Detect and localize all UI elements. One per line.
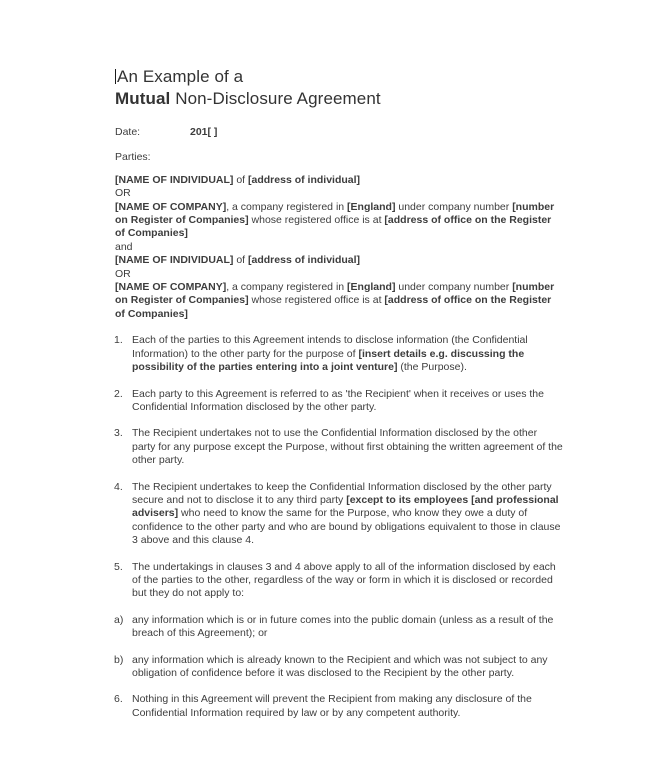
clause-item (115, 654, 563, 681)
parties-label: Parties: (115, 151, 151, 164)
clause-marker: 4. (114, 480, 123, 493)
clause-item (115, 614, 563, 641)
clause-marker: a) (114, 613, 124, 626)
clause-text: any information which is already known to the Recipient and which was not subject to any obligation of confidence before it was disclosed to the Recipient by the other party. (132, 653, 548, 679)
title-line-2: Mutual Non-Disclosure Agreement (115, 89, 381, 108)
text-cursor-icon (115, 69, 116, 84)
clause-text: The Recipient undertakes to keep the Confidential Information disclosed by the other party secure and not to disclose it to any third party [except to its employees [and professional advisers] who need to know the same for the Purpose, who know they owe a duty of confidence to the other party and who are bound by obligations equivalent to those in clause 3 above and this clause 4. (132, 480, 561, 547)
clause-marker: b) (114, 653, 124, 666)
party-paragraph: OR (115, 267, 131, 280)
clause-item (115, 561, 563, 601)
parties-section (115, 174, 563, 321)
clause-item (115, 481, 563, 548)
party-paragraph: [NAME OF COMPANY], a company registered in [England] under company number [number on Register of Companies] whose registered office is at [address of office on the Register of Companies] (115, 200, 555, 240)
party-paragraph: [NAME OF COMPANY], a company registered in [England] under company number [number on Register of Companies] whose registered office is at [address of office on the Register of Companies] (115, 281, 555, 320)
clause-text: The Recipient undertakes not to use the Confidential Information disclosed by the other party for any purpose except the Purpose, without first obtaining the written agreement of the other party. (132, 427, 563, 467)
clause-item (115, 427, 563, 467)
clause-marker: 2. (114, 387, 123, 400)
title-line-1: An Example of a (117, 67, 244, 86)
clause-text: Nothing in this Agreement will prevent the Recipient from making any disclosure of the Confidential Information required by law or by any competent authority. (132, 693, 532, 719)
document-title (115, 66, 563, 110)
clause-marker: 6. (114, 693, 123, 706)
clause-text: Each party to this Agreement is referred to as 'the Recipient' when it receives or uses the Confidential Information disclosed by the other party. (132, 387, 544, 413)
party-paragraph: [NAME OF INDIVIDUAL] of [address of individual] (115, 173, 361, 186)
clause-item (115, 693, 563, 720)
clause-marker: 3. (114, 427, 123, 440)
clause-marker: 5. (114, 560, 123, 573)
clause-text: any information which is or in future comes into the public domain (unless as a result of the breach of this Agreement); or (132, 613, 554, 640)
party-paragraph: [NAME OF INDIVIDUAL] of [address of individual] (115, 254, 361, 267)
party-paragraph: and (115, 240, 133, 253)
party-paragraph: OR (115, 187, 131, 200)
date-label: Date: (115, 126, 141, 138)
clause-marker: 1. (114, 334, 123, 347)
clause-item (115, 388, 563, 415)
clause-text: Each of the parties to this Agreement intends to disclose information (the Confidential Information) to the other party for the purpose of [insert details e.g. discussing the possibility of the parties entering into a joint venture] (the Purpose). (132, 334, 528, 374)
date-value: 201[ ] (190, 126, 218, 138)
clause-text: The undertakings in clauses 3 and 4 above apply to all of the information disclosed by each of the parties to the other, regardless of the way or form in which it is disclosed or recorded but they do not apply to: (132, 560, 556, 600)
clauses-list (115, 334, 563, 720)
clause-item (115, 334, 563, 374)
date-row (115, 126, 563, 139)
